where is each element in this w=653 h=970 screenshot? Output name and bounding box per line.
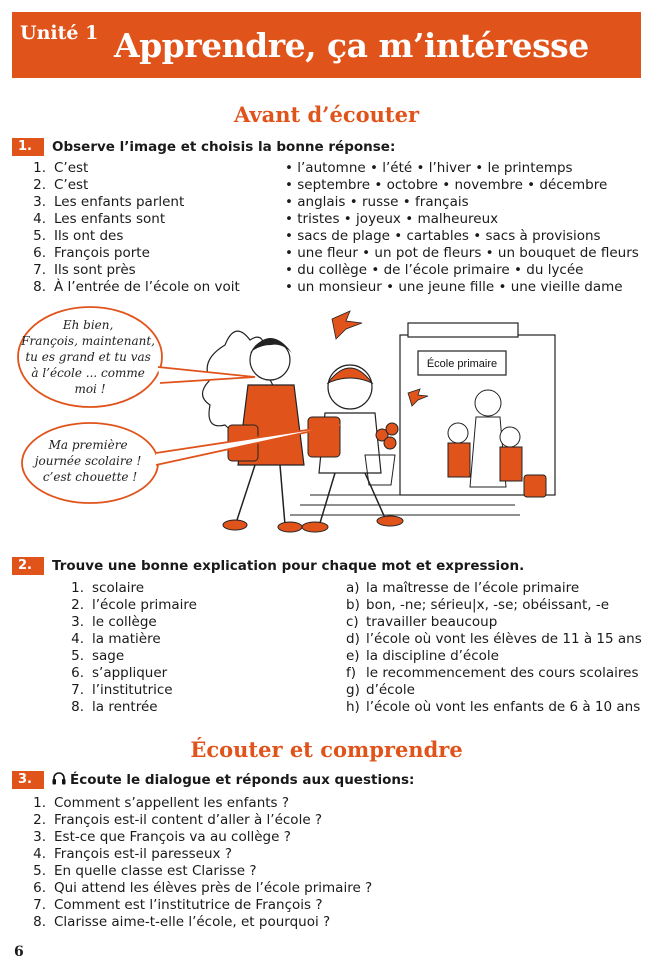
item-text: l’école où vont les élèves de 11 à 15 ans — [366, 631, 642, 647]
item-text: l’école où vont les enfants de 6 à 10 ans — [366, 699, 641, 715]
item-letter: e) — [346, 648, 360, 664]
task-instruction-1: Observe l’image et choisis la bonne réponse: — [52, 139, 396, 155]
list-item — [24, 795, 372, 812]
section-title-listen-understand: Écouter et comprendre — [190, 737, 463, 762]
list-item — [24, 211, 240, 228]
unit-title: Apprendre, ça m’intéresse — [114, 26, 589, 65]
bubble-line: Ma première — [48, 438, 128, 452]
item-letter: d) — [346, 631, 360, 647]
item-text: C’est — [54, 177, 89, 193]
teacher-head — [475, 390, 501, 416]
task-instruction-2: Trouve une bonne explication pour chaque mot et expression. — [52, 558, 525, 574]
task1-prompts — [24, 160, 240, 296]
item-number: 7. — [33, 262, 46, 278]
item-text: l’institutrice — [92, 682, 173, 698]
shoe-icon — [302, 522, 328, 532]
item-text: Est-ce que François va au collège ? — [54, 829, 291, 845]
list-item: • sacs de plage • cartables • sacs à provisions — [285, 228, 601, 244]
list-item — [62, 665, 197, 682]
list-item — [24, 177, 240, 194]
list-item — [24, 279, 240, 296]
item-letter: c) — [346, 614, 359, 630]
list-item — [62, 614, 197, 631]
task-number-1: 1. — [12, 138, 44, 156]
flower-icon — [386, 423, 398, 435]
item-text: Ils ont des — [54, 228, 124, 244]
list-item — [346, 682, 642, 699]
item-letter: g) — [346, 682, 360, 698]
list-item — [62, 580, 197, 597]
list-item: • anglais • russe • français — [285, 194, 469, 210]
item-number: 6. — [33, 880, 46, 896]
list-item — [62, 597, 197, 614]
item-letter: a) — [346, 580, 360, 596]
unit-label: Unité 1 — [20, 22, 99, 44]
item-text: travailler beaucoup — [366, 614, 498, 630]
item-number: 8. — [71, 699, 84, 715]
child-head — [448, 423, 468, 443]
list-item — [62, 682, 197, 699]
item-text: À l’entrée de l’école on voit — [54, 279, 240, 295]
unit-banner — [12, 12, 641, 78]
list-item — [24, 829, 372, 846]
list-item: • du collège • de l’école primaire • du lycée — [285, 262, 584, 278]
item-number: 6. — [71, 665, 84, 681]
list-item — [24, 812, 372, 829]
page-number: 6 — [14, 944, 24, 960]
item-number: 4. — [33, 846, 46, 862]
bird-icon — [408, 389, 428, 406]
item-text: Ils sont près — [54, 262, 136, 278]
item-number: 1. — [71, 580, 84, 596]
list-item — [346, 699, 642, 716]
item-text: C’est — [54, 160, 89, 176]
school-roof — [408, 323, 518, 337]
bubble-line: Eh bien, — [62, 318, 114, 332]
item-number: 3. — [33, 194, 46, 210]
list-item: • une fleur • un pot de fleurs • un bouquet de fleurs — [285, 245, 639, 261]
child-head — [500, 427, 520, 447]
speech-bubble-2-text — [32, 438, 145, 484]
item-number: 3. — [33, 829, 46, 845]
bubble-line: François, maintenant, — [21, 334, 155, 348]
item-number: 7. — [33, 897, 46, 913]
item-text: François est-il paresseux ? — [54, 846, 232, 862]
list-item — [346, 631, 642, 648]
girl-legs — [237, 465, 285, 525]
child-body — [500, 447, 522, 481]
headphones-icon — [52, 772, 66, 785]
item-number: 4. — [33, 211, 46, 227]
list-item — [346, 665, 642, 682]
item-letter: f) — [346, 665, 357, 681]
list-item — [346, 614, 642, 631]
item-number: 5. — [33, 228, 46, 244]
item-text: scolaire — [92, 580, 145, 596]
list-item — [24, 914, 372, 931]
item-text: la maîtresse de l’école primaire — [366, 580, 580, 596]
item-number: 8. — [33, 914, 46, 930]
list-item: • l’automne • l’été • l’hiver • le printemps — [285, 160, 573, 176]
item-text: sage — [92, 648, 125, 664]
task-number-3: 3. — [12, 771, 44, 789]
item-number: 2. — [71, 597, 84, 613]
item-text: Comment est l’institutrice de François ? — [54, 897, 323, 913]
item-number: 4. — [71, 631, 84, 647]
bubble-line: moi ! — [74, 382, 106, 396]
item-number: 8. — [33, 279, 46, 295]
bubble-line: c’est chouette ! — [42, 470, 138, 484]
school-steps — [290, 495, 520, 515]
item-letter: h) — [346, 699, 360, 715]
list-item: • septembre • octobre • novembre • décembre — [285, 177, 608, 193]
child-body — [448, 443, 470, 477]
section-title-before-listening: Avant d’écouter — [233, 102, 420, 127]
list-item — [24, 262, 240, 279]
item-text: s’appliquer — [92, 665, 168, 681]
list-item — [346, 648, 642, 665]
schoolbag-icon — [524, 475, 546, 497]
bubble-line: journée scolaire ! — [34, 454, 142, 468]
item-text: bon, -ne; sérieu|x, -se; obéissant, -e — [366, 597, 610, 613]
item-text: Comment s’appellent les enfants ? — [54, 795, 290, 811]
task3-questions — [24, 795, 372, 931]
item-text: Les enfants parlent — [54, 194, 185, 210]
item-text: la matière — [92, 631, 161, 647]
shoe-icon — [223, 520, 247, 530]
item-number: 3. — [71, 614, 84, 630]
shoe-icon — [377, 516, 403, 526]
item-text: le recommencement des cours scolaires — [366, 665, 639, 681]
list-item — [24, 863, 372, 880]
shoe-icon — [278, 522, 302, 532]
item-number: 1. — [33, 795, 46, 811]
item-number: 2. — [33, 177, 46, 193]
bubble-line: à l’école ... comme — [31, 366, 145, 380]
item-text: Qui attend les élèves près de l’école primaire ? — [54, 880, 373, 896]
item-letter: b) — [346, 597, 360, 613]
schoolbag-icon — [308, 417, 340, 457]
list-item — [62, 699, 197, 716]
bird-icon — [332, 311, 362, 339]
list-item — [24, 160, 240, 177]
item-number: 7. — [71, 682, 84, 698]
item-number: 5. — [33, 863, 46, 879]
task1-options — [285, 160, 639, 296]
task-instruction-3: Écoute le dialogue et réponds aux questions: — [70, 772, 415, 788]
item-text: François est-il content d’aller à l’école ? — [54, 812, 323, 828]
flower-icon — [384, 437, 396, 449]
list-item — [24, 880, 372, 897]
list-item — [62, 648, 197, 665]
list-item — [346, 580, 642, 597]
school-sign: École primaire — [426, 358, 498, 370]
list-item — [24, 194, 240, 211]
item-number: 5. — [71, 648, 84, 664]
list-item — [62, 631, 197, 648]
list-item — [24, 897, 372, 914]
item-text: l’école primaire — [92, 597, 197, 613]
bubble-line: tu es grand et tu vas — [25, 350, 151, 364]
item-text: Clarisse aime-t-elle l’école, et pourquoi ? — [54, 914, 331, 930]
item-text: le collège — [92, 614, 157, 630]
task2-definitions — [346, 580, 642, 716]
list-item: • un monsieur • une jeune fille • une vieille dame — [285, 279, 623, 295]
list-item — [24, 228, 240, 245]
item-text: François porte — [54, 245, 150, 261]
item-text: d’école — [366, 682, 415, 698]
task-number-2: 2. — [12, 557, 44, 575]
item-number: 2. — [33, 812, 46, 828]
list-item: • tristes • joyeux • malheureux — [285, 211, 499, 227]
item-number: 1. — [33, 160, 46, 176]
item-text: Les enfants sont — [54, 211, 166, 227]
item-number: 6. — [33, 245, 46, 261]
list-item — [24, 245, 240, 262]
item-text: la rentrée — [92, 699, 158, 715]
task2-words — [62, 580, 197, 716]
task-instruction-3-wrap — [52, 771, 414, 789]
list-item — [346, 597, 642, 614]
illustration-school-scene — [10, 305, 570, 545]
item-text: En quelle classe est Clarisse ? — [54, 863, 257, 879]
list-item — [24, 846, 372, 863]
speech-bubble-tail — [158, 367, 255, 383]
item-text: la discipline d’école — [366, 648, 499, 664]
